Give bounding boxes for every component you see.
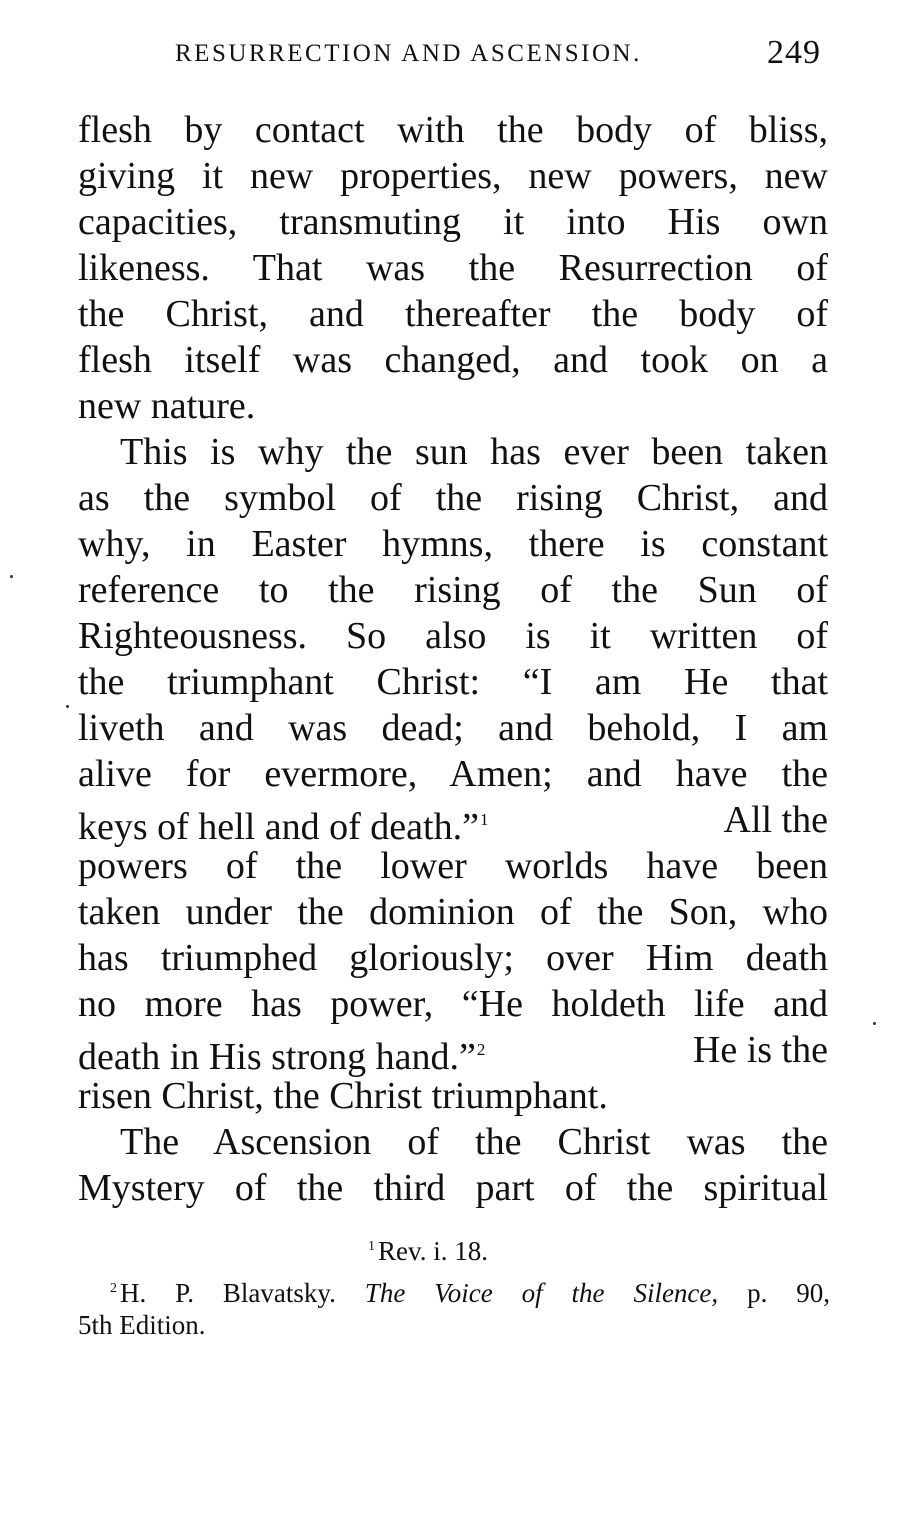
body-line: has triumphed gloriously; over Him death <box>78 937 828 979</box>
body-line: taken under the dominion of the Son, who <box>78 891 828 933</box>
body-line-with-note <box>78 1027 828 1078</box>
body-line-text: keys of hell and of death.” <box>78 806 479 848</box>
footnote-1-mark: 1 <box>368 1239 375 1254</box>
body-line-with-note <box>78 797 828 848</box>
running-head <box>175 36 825 76</box>
paper-speck <box>66 705 69 708</box>
footnote-2-work: The Voice of the Silence, <box>364 1278 719 1308</box>
body-line-text: death in His strong hand.” <box>78 1036 476 1078</box>
footnote-1 <box>368 1230 488 1268</box>
body-line: Righteousness. So also is it written of <box>78 615 828 657</box>
body-line: liveth and was dead; and behold, I am <box>78 707 828 749</box>
footnote-2-mark: 2 <box>110 1281 117 1296</box>
body-line: The Ascension of the Christ was the <box>120 1121 828 1163</box>
body-line: the triumphant Christ: “I am He that <box>78 661 828 703</box>
body-line: giving it new properties, new powers, new <box>78 155 828 197</box>
footnote-mark-1: 1 <box>479 810 489 829</box>
body-line: alive for evermore, Amen; and have the <box>78 753 828 795</box>
body-line: powers of the lower worlds have been <box>78 845 828 887</box>
body-line: risen Christ, the Christ triumphant. <box>78 1075 608 1117</box>
body-line: flesh itself was changed, and took on a <box>78 339 828 381</box>
footnote-mark-2: 2 <box>476 1040 486 1059</box>
body-line: This is why the sun has ever been taken <box>120 431 828 473</box>
body-line: why, in Easter hymns, there is constant <box>78 523 828 565</box>
body-line: Mystery of the third part of the spiritual <box>78 1167 828 1209</box>
body-line: capacities, transmuting it into His own <box>78 201 828 243</box>
body-line-text: All the <box>723 799 828 841</box>
body-line: as the symbol of the rising Christ, and <box>78 477 828 519</box>
body-line: reference to the rising of the Sun of <box>78 569 828 611</box>
body-line: flesh by contact with the body of bliss, <box>78 109 828 151</box>
footnote-1-text: Rev. i. 18. <box>378 1236 488 1266</box>
body-line: the Christ, and thereafter the body of <box>78 293 828 335</box>
paper-speck <box>873 1022 876 1025</box>
body-line: likeness. That was the Resurrection of <box>78 247 828 289</box>
page-number: 249 <box>767 34 821 71</box>
footnote-2-edition: 5th Edition. <box>78 1310 206 1340</box>
footnote-2-author: H. P. Blavatsky. <box>120 1278 336 1308</box>
running-head-title: RESURRECTION AND ASCENSION. <box>175 40 642 67</box>
footnote-2-page: p. 90, <box>747 1278 831 1308</box>
footnote-2 <box>110 1272 830 1310</box>
body-line: new nature. <box>78 385 256 427</box>
body-line: no more has power, “He holdeth life and <box>78 983 828 1025</box>
paper-speck <box>10 575 13 578</box>
body-line-text: He is the <box>692 1029 828 1071</box>
